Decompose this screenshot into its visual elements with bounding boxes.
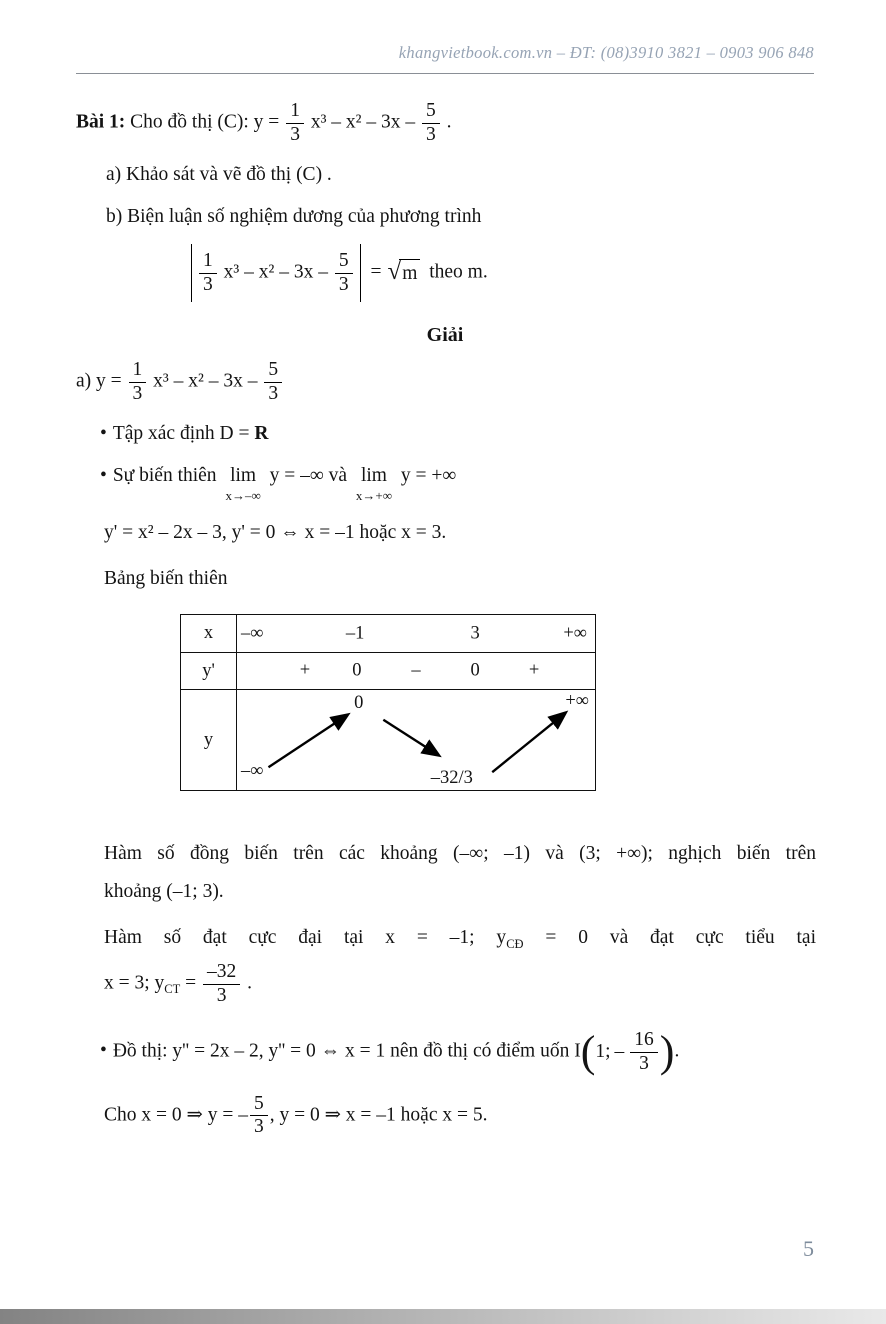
decrease-arrow [383,720,438,756]
x-coordinate: 1; [595,1040,611,1062]
absolute-value-equation [186,244,814,302]
abs-bar-left [191,244,192,302]
x-value: +∞ [563,623,587,644]
extrema2-pre: x = 3; y [104,972,165,994]
intercepts-pre: Cho x = 0 ⇒ y = – [104,1103,248,1125]
variation-arrows [237,690,595,790]
bullet-icon: • [100,422,107,444]
publisher-contact-line: khangvietbook.com.vn – ĐT: (08)3910 3821 – 0903 906 848 [398,43,814,62]
fraction-five-thirds: $\frac{5}{3}$ [250,1093,268,1139]
yprime-sign: 0 [352,660,362,681]
yprime-sign: – [411,660,421,681]
monotonicity-line-2: khoảng (–1; 3). [104,881,224,903]
fraction-five-thirds: $\frac{5}{3}$ [264,359,282,405]
intercepts-line [104,1093,814,1139]
increase-arrow [268,715,347,767]
y-limit-negative: –∞ [241,761,264,782]
fraction-five-thirds: $\frac{5}{3}$ [335,250,353,296]
extrema-post: = 0 và đạt cực tiểu tại [545,927,816,949]
real-set-symbol: R [254,422,269,444]
yprime-row-cells [237,653,595,689]
limit-value-negative: y = –∞ và [269,465,348,487]
equals-sign: = [185,972,197,994]
part-a-text: a) Khảo sát và vẽ đồ thị (C) . [106,163,332,185]
monotonicity-line-1: Hàm số đồng biến trên các khoảng (–∞; –1) và (3; +∞); nghịch biến trên [104,843,816,865]
abs-bar-right [360,244,361,302]
variation-table-x-row [181,615,595,652]
domain-text: Tập xác định D = [112,422,250,444]
problem-statement [76,100,814,146]
inflection-line [100,1029,814,1075]
y-limit-positive: +∞ [565,691,589,712]
restate-lead: a) y = [76,370,122,392]
fraction-one-third: $\frac{1}{3}$ [129,359,147,405]
intercepts-post: , y = 0 ⇒ x = –1 hoặc x = 5. [269,1103,488,1125]
increase-arrow-2 [492,713,565,772]
yprime-sign: + [528,660,540,681]
equation-tail: theo m. [429,261,488,283]
radicand: m [399,259,420,287]
problem-label: Bài 1: [76,111,126,133]
sentence-dot: . [247,972,253,994]
header-divider [76,73,814,74]
fraction-one-third: $\frac{1}{3}$ [286,100,304,146]
part-b-text: b) Biện luận số nghiệm dương của phương trình [106,205,482,227]
table-title-text: Bảng biến thiên [104,567,228,589]
fraction-16-thirds: $\frac{16}{3}$ [630,1029,658,1075]
yprime-sign: 0 [470,660,480,681]
inflection-point [581,1029,675,1075]
open-paren: ( [580,1027,596,1077]
y-row-cells [237,690,595,790]
variation-table-yprime-row [181,652,595,689]
limits-line [100,463,814,501]
monotonicity-paragraph [104,835,816,911]
sentence-dot: . [446,111,452,133]
minus-sign: – [614,1040,625,1062]
polynomial-tail: x³ – x² – 3x – [223,261,328,283]
variation-lead: Sự biến thiên [112,465,217,487]
fraction-minus-32-thirds: $\frac{-32}{3}$ [203,961,240,1007]
fraction-one-third: $\frac{1}{3}$ [199,250,217,296]
equals-sign: = [370,261,382,283]
derivative-line [104,520,814,546]
x-row-cells [237,615,595,652]
y-local-min: –32/3 [430,768,473,789]
subscript-ct: CT [164,982,181,997]
derivative-text: y' = x² – 2x – 3, y' = 0 ⇔ x = –1 hoặc x = 3. [104,521,447,543]
y-row-label: y [181,690,237,790]
inflection-pre: Đồ thị: y'' = 2x – 2, y'' = 0 ⇔ x = 1 nên đồ thị có điểm uốn I [112,1040,581,1062]
problem-part-b [106,204,814,230]
close-paren: ) [659,1027,675,1077]
yprime-sign: + [299,660,311,681]
subscript-cd: CĐ [506,937,524,952]
page-bottom-scan-shadow [0,1309,886,1324]
solution-restated-function [76,359,814,405]
yprime-row-label: y' [181,653,237,689]
x-row-label: x [181,615,237,652]
extrema-line-2 [104,961,816,1007]
square-root [387,259,420,287]
problem-intro: Cho đồ thị (C): y = [130,111,280,133]
problem-part-a [106,162,814,188]
x-value: 3 [470,623,480,644]
polynomial-tail: x³ – x² – 3x – [310,111,416,133]
extrema-paragraph [104,919,816,1007]
domain-line [100,421,814,447]
sentence-dot: . [674,1040,680,1062]
bullet-icon: • [100,465,107,487]
variation-table-y-row [181,689,595,790]
y-local-max: 0 [354,693,364,714]
limit-to-positive-infinity: lim x→+∞ [355,465,393,503]
variation-table-title [104,566,814,592]
x-value: –∞ [241,623,264,644]
extrema-pre: Hàm số đạt cực đại tại x = –1; y [104,927,507,949]
page-header [76,42,814,64]
inflection-coordinates [595,1029,659,1075]
extrema-line-1 [104,919,816,957]
page-number: 5 [803,1236,814,1261]
variation-table [180,614,596,791]
radical-icon: √ [387,258,402,286]
limit-value-positive: y = +∞ [400,465,457,487]
fraction-five-thirds: $\frac{5}{3}$ [422,100,440,146]
bullet-icon: • [100,1040,107,1062]
solution-heading: Giải [426,324,464,347]
limit-to-negative-infinity: lim x→–∞ [225,465,261,503]
x-value: –1 [345,623,365,644]
polynomial-tail: x³ – x² – 3x – [153,370,258,392]
